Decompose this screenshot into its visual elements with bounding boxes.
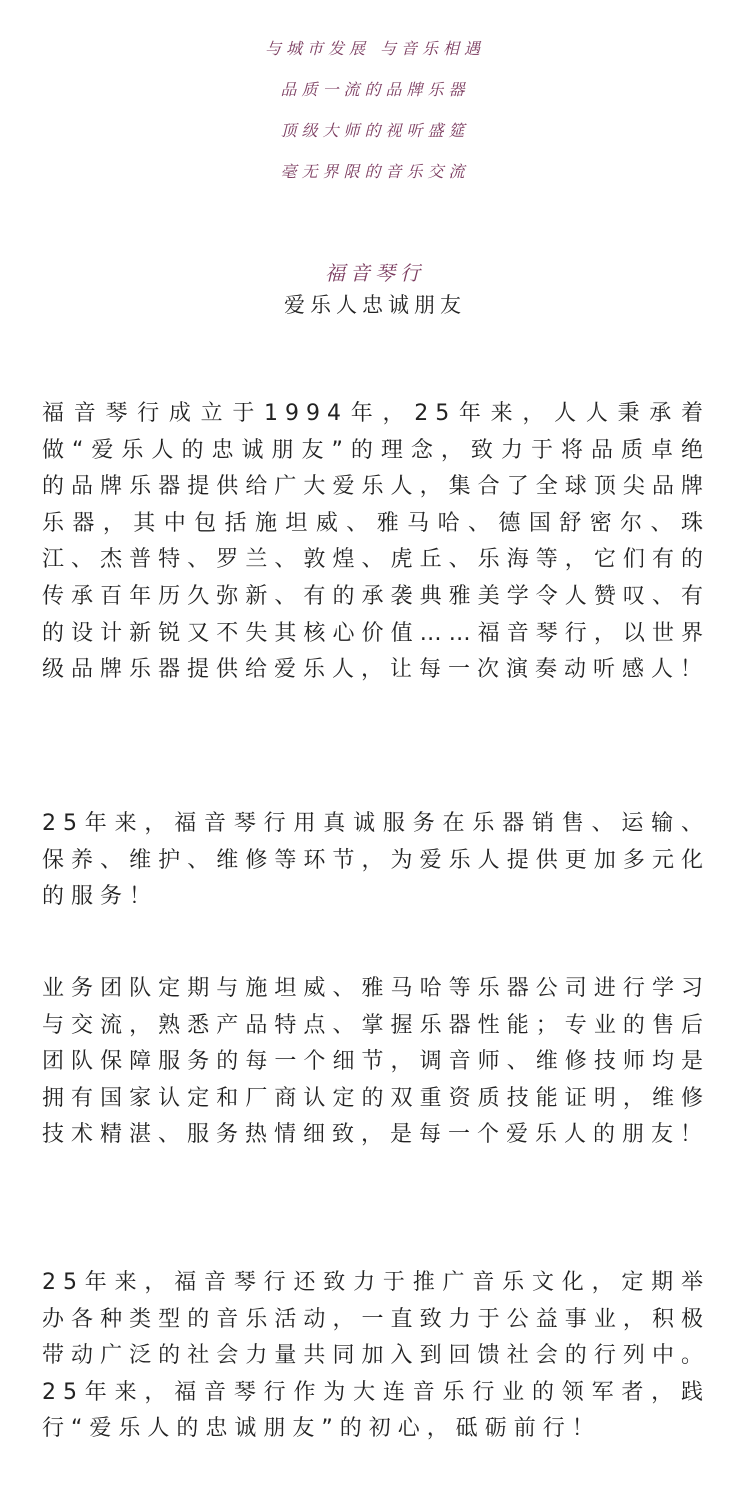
- intro-line: 与城市发展 与音乐相遇: [264, 39, 486, 58]
- brand-name: 福音琴行: [325, 261, 425, 285]
- brand-slogan: 爱乐人忠诚朋友: [284, 293, 466, 317]
- paragraph-team: 业务团队定期与施坦威、雅马哈等乐器公司进行学习与交流，熟悉产品特点、掌握乐器性能；专业的售后团队保障服务的每一个细节，调音师、维修技师均是拥有国家认定和厂商认定的双重资质技能证明，维修技术精湛、服务热情细致，是每一个爱乐人的朋友！: [42, 976, 710, 1148]
- paragraph-history: 福音琴行成立于1994年，25年来，人人秉承着做“爱乐人的忠诚朋友”的理念，致力于将品质卓绝的品牌乐器提供给广大爱乐人，集合了全球顶尖品牌乐器，其中包括施坦威、雅马哈、德国舒密尔、珠江、杰普特、罗兰、敦煌、虎丘、乐海等，它们有的传承百年历久弥新、有的承袭典雅美学令人赞叹、有的设计新锐又不失其核心价值……福音琴行，以世界级品牌乐器提供给爱乐人，让每一次演奏动听感人！: [42, 401, 710, 683]
- intro-lines: [0, 36, 750, 200]
- intro-line: 品质一流的品牌乐器: [280, 80, 470, 99]
- paragraph-service: 25年来，福音琴行用真诚服务在乐器销售、运输、保养、维护、维修等环节，为爱乐人提供更加多元化的服务！: [42, 811, 710, 910]
- brand-block: [0, 258, 750, 322]
- intro-line: 毫无界限的音乐交流: [280, 162, 470, 181]
- intro-line: 顶级大师的视听盛筵: [280, 121, 470, 140]
- paragraph-culture: 25年来，福音琴行还致力于推广音乐文化，定期举办各种类型的音乐活动，一直致力于公益事业，积极带动广泛的社会力量共同加入到回馈社会的行列中。25年来，福音琴行作为大连音乐行业的领军者，践行“爱乐人的忠诚朋友”的初心，砥砺前行！: [42, 1270, 710, 1442]
